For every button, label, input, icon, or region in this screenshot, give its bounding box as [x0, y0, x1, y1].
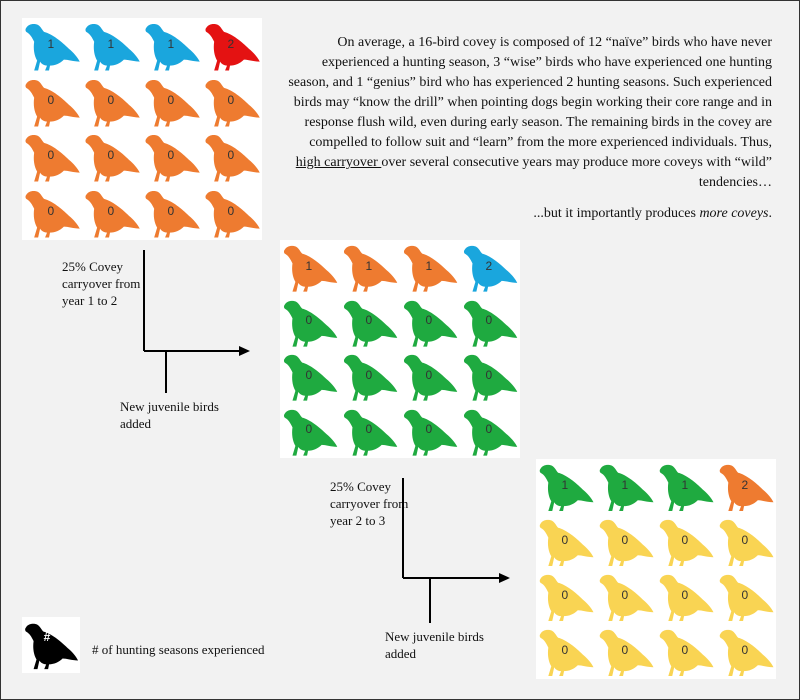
seasons-count: 1 — [681, 477, 689, 492]
seasons-count: 0 — [425, 422, 433, 437]
bird-cell — [536, 514, 596, 569]
seasons-count: 0 — [485, 422, 493, 437]
bird-cell — [202, 18, 262, 74]
bird-cell — [400, 404, 460, 459]
legend-symbol: # — [43, 630, 51, 644]
legend-bird-icon — [22, 617, 80, 673]
seasons-count: 1 — [365, 258, 373, 273]
seasons-count: 0 — [561, 642, 569, 657]
seasons-count: 0 — [167, 148, 175, 163]
seasons-count: 0 — [485, 313, 493, 328]
seasons-count: 0 — [741, 587, 749, 602]
bird-cell — [142, 18, 202, 74]
bird-cell — [400, 240, 460, 295]
seasons-count: 0 — [47, 92, 55, 107]
bird-cell — [716, 569, 776, 624]
seasons-count: 1 — [621, 477, 629, 492]
bird-cell — [400, 295, 460, 350]
seasons-count: 0 — [305, 422, 313, 437]
carryover-label-year-1-to-2: 25% Covey carryover from year 1 to 2 — [62, 259, 141, 308]
seasons-count: 0 — [365, 367, 373, 382]
seasons-count: 0 — [107, 92, 115, 107]
seasons-count: 1 — [107, 37, 115, 52]
covey-grid-year-2 — [280, 240, 520, 458]
seasons-count: 0 — [107, 148, 115, 163]
seasons-count: 0 — [47, 148, 55, 163]
bird-cell — [22, 74, 82, 130]
bird-cell — [82, 18, 142, 74]
bird-cell — [656, 569, 716, 624]
bird-cell — [656, 624, 716, 679]
bird-cell — [142, 129, 202, 185]
seasons-count: 1 — [47, 37, 55, 52]
conclusion-text: ...but it importantly produces — [533, 206, 700, 221]
seasons-count: 0 — [681, 532, 689, 547]
seasons-count: 0 — [681, 642, 689, 657]
bird-cell — [202, 74, 262, 130]
seasons-count: 2 — [485, 258, 493, 273]
bird-cell — [82, 185, 142, 241]
seasons-count: 2 — [227, 37, 235, 52]
bird-cell — [596, 569, 656, 624]
seasons-count: 0 — [621, 587, 629, 602]
juvenile-label-year-2: New juvenile birds added — [120, 399, 219, 431]
bird-cell — [22, 18, 82, 74]
seasons-count: 0 — [107, 203, 115, 218]
bird-cell — [340, 240, 400, 295]
bird-cell — [142, 185, 202, 241]
seasons-count: 0 — [681, 587, 689, 602]
bird-silhouette-icon — [22, 617, 80, 673]
description-text: On average, a 16-bird covey is composed of 12 “naïve” birds who have never experienced a hunting season, 3 “wise” birds who have experienced one hunting season, and 1 “genius” bird who has experienced 2 hunting seasons. Such experienced birds may “know the drill” when pointing dogs begin working their core range and in response flush wild, even during early season. The remaining birds in the covey are compelled to follow suit and “learn” from the more experienced individuals. Thus, — [288, 35, 772, 150]
seasons-count: 0 — [425, 367, 433, 382]
covey-grid-year-3 — [536, 459, 776, 679]
seasons-count: 0 — [365, 422, 373, 437]
conclusion-line — [282, 204, 772, 224]
bird-cell — [280, 404, 340, 459]
seasons-count: 2 — [741, 477, 749, 492]
seasons-count: 0 — [365, 313, 373, 328]
seasons-count: 0 — [167, 92, 175, 107]
seasons-count: 0 — [305, 313, 313, 328]
bird-cell — [460, 240, 520, 295]
seasons-count: 0 — [561, 532, 569, 547]
juvenile-label-year-3: New juvenile birds added — [385, 629, 484, 661]
bird-cell — [22, 129, 82, 185]
bird-cell — [460, 295, 520, 350]
bird-cell — [340, 404, 400, 459]
seasons-count: 1 — [425, 258, 433, 273]
description-underlined-text: high carryover — [295, 155, 382, 170]
seasons-count: 0 — [561, 587, 569, 602]
bird-cell — [460, 404, 520, 459]
bird-cell — [280, 349, 340, 404]
bird-cell — [202, 129, 262, 185]
bird-cell — [202, 185, 262, 241]
description-paragraph — [282, 33, 772, 193]
bird-cell — [340, 295, 400, 350]
bird-cell — [716, 459, 776, 514]
seasons-count: 0 — [305, 367, 313, 382]
carryover-label-year-2-to-3: 25% Covey carryover from year 2 to 3 — [330, 479, 409, 528]
bird-cell — [656, 514, 716, 569]
seasons-count: 0 — [425, 313, 433, 328]
bird-cell — [280, 295, 340, 350]
seasons-count: 0 — [621, 532, 629, 547]
bird-cell — [596, 459, 656, 514]
bird-cell — [460, 349, 520, 404]
seasons-count: 1 — [167, 37, 175, 52]
seasons-count: 0 — [227, 92, 235, 107]
bird-cell — [596, 514, 656, 569]
bird-cell — [142, 74, 202, 130]
bird-cell — [536, 569, 596, 624]
seasons-count: 0 — [621, 642, 629, 657]
conclusion-emphasis: more coveys — [699, 206, 769, 221]
seasons-count: 0 — [227, 148, 235, 163]
description-text-end: over several consecutive years may produce more coveys with “wild” tendencies… — [381, 155, 772, 190]
seasons-count: 0 — [741, 642, 749, 657]
conclusion-period: . — [768, 206, 772, 221]
seasons-count: 0 — [47, 203, 55, 218]
bird-cell — [716, 624, 776, 679]
bird-cell — [536, 624, 596, 679]
bird-cell — [82, 129, 142, 185]
bird-cell — [22, 185, 82, 241]
bird-cell — [340, 349, 400, 404]
bird-cell — [716, 514, 776, 569]
seasons-count: 0 — [485, 367, 493, 382]
bird-cell — [82, 74, 142, 130]
bird-cell — [400, 349, 460, 404]
bird-cell — [280, 240, 340, 295]
seasons-count: 0 — [741, 532, 749, 547]
seasons-count: 0 — [167, 203, 175, 218]
seasons-count: 0 — [227, 203, 235, 218]
legend-label: # of hunting seasons experienced — [92, 642, 265, 657]
seasons-count: 1 — [561, 477, 569, 492]
seasons-count: 1 — [305, 258, 313, 273]
covey-grid-year-1 — [22, 18, 262, 240]
bird-cell — [536, 459, 596, 514]
bird-cell — [596, 624, 656, 679]
bird-cell — [656, 459, 716, 514]
